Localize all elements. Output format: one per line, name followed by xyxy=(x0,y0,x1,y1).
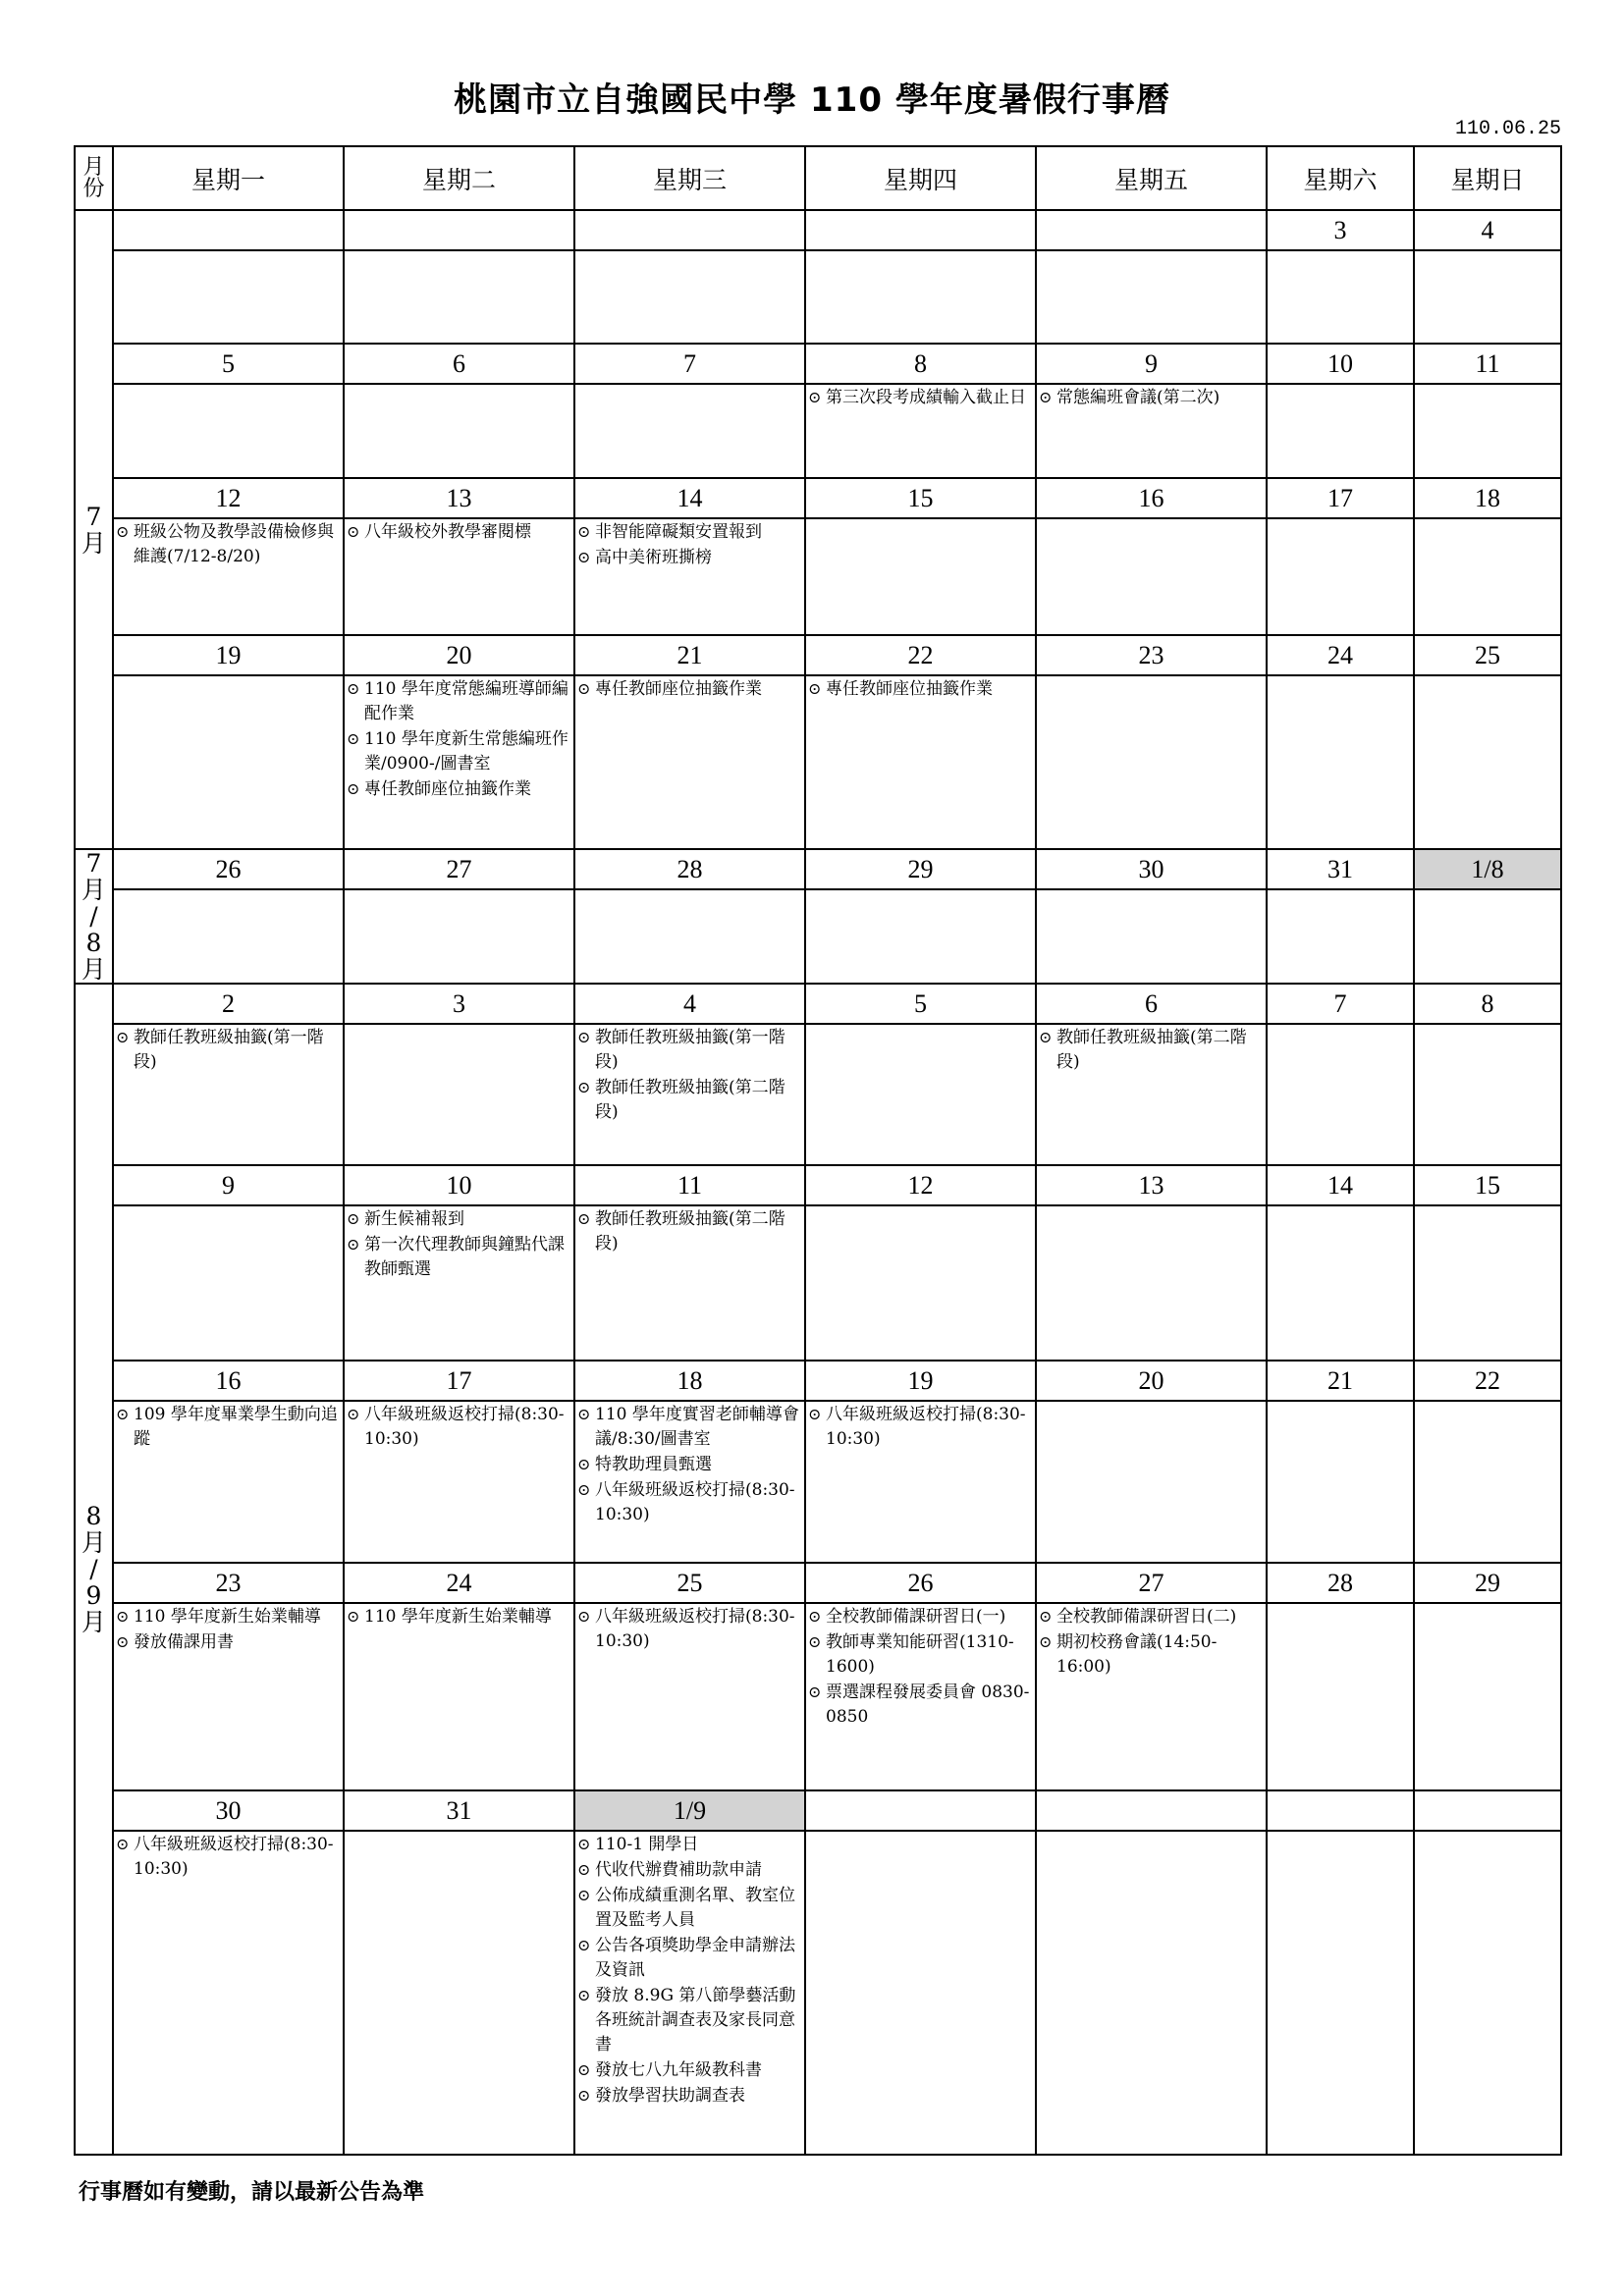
day-events xyxy=(1036,518,1267,635)
day-number: 30 xyxy=(1036,849,1267,889)
day-number: 14 xyxy=(574,478,805,518)
day-events xyxy=(574,1603,805,1790)
day-events xyxy=(805,518,1036,635)
event-item: ⊙ 教師任教班級抽籤(第二階段) xyxy=(575,1206,804,1256)
event-item: ⊙ 八年級班級返校打掃(8:30-10:30) xyxy=(575,1604,804,1654)
day-events xyxy=(1414,675,1561,849)
page-title: 桃園市立自強國民中學 110 學年度暑假行事曆 xyxy=(454,80,1170,120)
event-item: ⊙ 教師任教班級抽籤(第二階段) xyxy=(1037,1025,1266,1075)
day-events xyxy=(1267,1831,1414,2155)
calendar-grid xyxy=(74,145,1562,2156)
day-events xyxy=(1036,675,1267,849)
event-item: ⊙ 非智能障礙類安置報到 xyxy=(575,519,804,545)
day-number: 16 xyxy=(1036,478,1267,518)
date-row xyxy=(75,635,1561,675)
event-item: ⊙ 班級公物及教學設備檢修與維護(7/12-8/20) xyxy=(114,519,343,569)
month-label-text: 8 月 / 9 月 xyxy=(81,1502,106,1636)
day-number: 8 xyxy=(805,344,1036,384)
event-item: ⊙ 教師任教班級抽籤(第一階段) xyxy=(575,1025,804,1075)
day-events xyxy=(344,384,574,478)
month-label xyxy=(75,210,113,849)
day-number: 25 xyxy=(1414,635,1561,675)
day-number: 17 xyxy=(1267,478,1414,518)
day-number: 2 xyxy=(113,984,344,1024)
day-events xyxy=(805,1401,1036,1563)
day-number: 27 xyxy=(1036,1563,1267,1603)
day-events xyxy=(1036,1603,1267,1790)
day-events xyxy=(113,1831,344,2155)
event-item: ⊙ 八年級班級返校打掃(8:30-10:30) xyxy=(114,1832,343,1882)
event-item: ⊙ 專任教師座位抽籤作業 xyxy=(806,676,1035,702)
day-events xyxy=(805,1205,1036,1361)
day-events xyxy=(1036,1831,1267,2155)
weekday-header: 星期二 xyxy=(344,146,574,210)
date-row xyxy=(75,210,1561,250)
day-events xyxy=(344,1401,574,1563)
day-events xyxy=(805,384,1036,478)
day-number: 12 xyxy=(113,478,344,518)
event-row xyxy=(75,1205,1561,1361)
day-events xyxy=(344,518,574,635)
day-number: 4 xyxy=(574,984,805,1024)
event-item: ⊙ 公佈成績重測名單、教室位置及監考人員 xyxy=(575,1883,804,1933)
date-row xyxy=(75,344,1561,384)
event-row xyxy=(75,384,1561,478)
event-item: ⊙ 專任教師座位抽籤作業 xyxy=(345,776,573,802)
day-events xyxy=(1036,1024,1267,1165)
event-item: ⊙ 110 學年度新生始業輔導 xyxy=(114,1604,343,1629)
day-number: 22 xyxy=(1414,1361,1561,1401)
day-events xyxy=(1414,1401,1561,1563)
day-number: 21 xyxy=(574,635,805,675)
event-item: ⊙ 第三次段考成績輸入截止日 xyxy=(806,385,1035,410)
day-events xyxy=(805,1024,1036,1165)
day-events xyxy=(1414,1024,1561,1165)
day-events xyxy=(113,675,344,849)
event-item: ⊙ 代收代辦費補助款申請 xyxy=(575,1857,804,1883)
day-events xyxy=(574,889,805,984)
day-events xyxy=(574,675,805,849)
event-item: ⊙ 八年級班級返校打掃(8:30-10:30) xyxy=(806,1402,1035,1452)
day-events xyxy=(1036,250,1267,344)
day-number: 5 xyxy=(113,344,344,384)
day-events xyxy=(1414,889,1561,984)
day-events xyxy=(1414,1831,1561,2155)
day-events xyxy=(344,250,574,344)
event-item: ⊙ 110 學年度新生常態編班作業/0900-/圖書室 xyxy=(345,726,573,776)
event-row xyxy=(75,889,1561,984)
day-number: 12 xyxy=(805,1165,1036,1205)
day-number: 21 xyxy=(1267,1361,1414,1401)
document-date: 110.06.25 xyxy=(1454,118,1561,140)
month-header: 月份 xyxy=(75,146,113,210)
event-item: ⊙ 八年級班級返校打掃(8:30-10:30) xyxy=(345,1402,573,1452)
day-number: 15 xyxy=(805,478,1036,518)
day-events xyxy=(1036,1205,1267,1361)
event-item: ⊙ 全校教師備課研習日(二) xyxy=(1037,1604,1266,1629)
event-item: ⊙ 教師專業知能研習(1310-1600) xyxy=(806,1629,1035,1680)
event-row xyxy=(75,1831,1561,2155)
day-events xyxy=(113,250,344,344)
day-number xyxy=(1036,210,1267,250)
day-number xyxy=(344,210,574,250)
day-events xyxy=(1267,1205,1414,1361)
day-events xyxy=(344,1603,574,1790)
day-number: 24 xyxy=(344,1563,574,1603)
day-events xyxy=(1267,1603,1414,1790)
day-events xyxy=(1414,384,1561,478)
day-number: 15 xyxy=(1414,1165,1561,1205)
event-item: ⊙ 票選課程發展委員會 0830-0850 xyxy=(806,1680,1035,1730)
weekday-header: 星期六 xyxy=(1267,146,1414,210)
day-number: 13 xyxy=(1036,1165,1267,1205)
event-item: ⊙ 發放 8.9G 第八節學藝活動各班統計調查表及家長同意書 xyxy=(575,1983,804,2057)
event-row xyxy=(75,518,1561,635)
day-number: 4 xyxy=(1414,210,1561,250)
day-events xyxy=(344,1205,574,1361)
day-events xyxy=(805,1831,1036,2155)
day-events xyxy=(1267,518,1414,635)
day-number: 25 xyxy=(574,1563,805,1603)
day-number: 10 xyxy=(1267,344,1414,384)
month-label xyxy=(75,984,113,2155)
day-number: 1/8 xyxy=(1414,849,1561,889)
day-number: 26 xyxy=(113,849,344,889)
day-number: 18 xyxy=(574,1361,805,1401)
event-item: ⊙ 新生候補報到 xyxy=(345,1206,573,1232)
event-row xyxy=(75,675,1561,849)
day-events xyxy=(344,1024,574,1165)
day-events xyxy=(1414,250,1561,344)
day-events xyxy=(113,1024,344,1165)
day-events xyxy=(574,1024,805,1165)
day-events xyxy=(1036,384,1267,478)
date-row xyxy=(75,849,1561,889)
month-label-text: 7 月 xyxy=(81,502,106,558)
event-item: ⊙ 全校教師備課研習日(一) xyxy=(806,1604,1035,1629)
day-events xyxy=(1036,889,1267,984)
day-number: 9 xyxy=(113,1165,344,1205)
date-row xyxy=(75,1563,1561,1603)
event-item: ⊙ 109 學年度畢業學生動向追蹤 xyxy=(114,1402,343,1452)
event-item: ⊙ 教師任教班級抽籤(第二階段) xyxy=(575,1075,804,1125)
day-number: 23 xyxy=(1036,635,1267,675)
day-number: 26 xyxy=(805,1563,1036,1603)
day-number: 6 xyxy=(344,344,574,384)
day-number: 9 xyxy=(1036,344,1267,384)
month-label-text: 7 月 / 8 月 xyxy=(81,849,106,984)
day-events xyxy=(805,675,1036,849)
day-number: 7 xyxy=(1267,984,1414,1024)
day-number: 27 xyxy=(344,849,574,889)
event-row xyxy=(75,1401,1561,1563)
day-events xyxy=(574,1205,805,1361)
day-number xyxy=(113,210,344,250)
day-events xyxy=(344,1831,574,2155)
day-events xyxy=(1267,384,1414,478)
event-item: ⊙ 110 學年度常態編班導師編配作業 xyxy=(345,676,573,726)
day-number xyxy=(574,210,805,250)
day-events xyxy=(805,889,1036,984)
day-number xyxy=(805,1790,1036,1831)
day-number: 23 xyxy=(113,1563,344,1603)
day-events xyxy=(113,518,344,635)
day-events xyxy=(574,1831,805,2155)
event-item: ⊙ 110 學年度實習老師輔導會議/8:30/圖書室 xyxy=(575,1402,804,1452)
event-item: ⊙ 期初校務會議(14:50-16:00) xyxy=(1037,1629,1266,1680)
day-number: 28 xyxy=(574,849,805,889)
day-events xyxy=(1036,1401,1267,1563)
day-number: 5 xyxy=(805,984,1036,1024)
event-item: ⊙ 常態編班會議(第二次) xyxy=(1037,385,1266,410)
day-events xyxy=(113,384,344,478)
day-number: 11 xyxy=(574,1165,805,1205)
event-item: ⊙ 110-1 開學日 xyxy=(575,1832,804,1857)
day-number: 3 xyxy=(344,984,574,1024)
day-number: 24 xyxy=(1267,635,1414,675)
date-row xyxy=(75,478,1561,518)
day-events xyxy=(113,1603,344,1790)
day-events xyxy=(1414,1603,1561,1790)
day-number: 18 xyxy=(1414,478,1561,518)
day-number: 20 xyxy=(1036,1361,1267,1401)
event-row xyxy=(75,250,1561,344)
day-events xyxy=(1267,1401,1414,1563)
day-events xyxy=(574,384,805,478)
day-events xyxy=(1414,518,1561,635)
event-item: ⊙ 八年級校外教學審閱標 xyxy=(345,519,573,545)
day-number: 11 xyxy=(1414,344,1561,384)
day-number: 10 xyxy=(344,1165,574,1205)
day-number: 29 xyxy=(805,849,1036,889)
day-number xyxy=(1036,1790,1267,1831)
event-item: ⊙ 高中美術班撕榜 xyxy=(575,545,804,570)
weekday-header: 星期日 xyxy=(1414,146,1561,210)
day-number: 6 xyxy=(1036,984,1267,1024)
day-number: 3 xyxy=(1267,210,1414,250)
event-item: ⊙ 特教助理員甄選 xyxy=(575,1452,804,1477)
event-item: ⊙ 發放備課用書 xyxy=(114,1629,343,1655)
day-number: 31 xyxy=(1267,849,1414,889)
day-events xyxy=(113,889,344,984)
day-events xyxy=(574,518,805,635)
event-row xyxy=(75,1603,1561,1790)
day-events xyxy=(1267,250,1414,344)
day-number xyxy=(1414,1790,1561,1831)
weekday-header-row xyxy=(75,146,1561,210)
event-item: ⊙ 專任教師座位抽籤作業 xyxy=(575,676,804,702)
month-label xyxy=(75,849,113,984)
day-events xyxy=(113,1205,344,1361)
date-row xyxy=(75,1165,1561,1205)
day-number: 31 xyxy=(344,1790,574,1831)
day-number: 17 xyxy=(344,1361,574,1401)
day-number: 29 xyxy=(1414,1563,1561,1603)
day-events xyxy=(805,1603,1036,1790)
weekday-header: 星期一 xyxy=(113,146,344,210)
event-item: ⊙ 八年級班級返校打掃(8:30-10:30) xyxy=(575,1477,804,1527)
day-events xyxy=(344,889,574,984)
day-events xyxy=(805,250,1036,344)
day-number: 19 xyxy=(805,1361,1036,1401)
calendar-body xyxy=(75,210,1561,2155)
weekday-header: 星期五 xyxy=(1036,146,1267,210)
weekday-header: 星期四 xyxy=(805,146,1036,210)
day-number: 8 xyxy=(1414,984,1561,1024)
footer-note: 行事曆如有變動，請以最新公告為準 xyxy=(79,2180,425,2205)
day-events xyxy=(1414,1205,1561,1361)
event-row xyxy=(75,1024,1561,1165)
day-number xyxy=(1267,1790,1414,1831)
date-row xyxy=(75,1361,1561,1401)
day-number: 7 xyxy=(574,344,805,384)
day-events xyxy=(574,1401,805,1563)
day-events xyxy=(113,1401,344,1563)
day-number: 19 xyxy=(113,635,344,675)
day-events xyxy=(574,250,805,344)
day-events xyxy=(1267,889,1414,984)
day-number: 1/9 xyxy=(574,1790,805,1831)
day-number: 22 xyxy=(805,635,1036,675)
day-events xyxy=(1267,1024,1414,1165)
day-number: 16 xyxy=(113,1361,344,1401)
day-number: 13 xyxy=(344,478,574,518)
weekday-header: 星期三 xyxy=(574,146,805,210)
event-item: ⊙ 教師任教班級抽籤(第一階段) xyxy=(114,1025,343,1075)
day-events xyxy=(344,675,574,849)
day-number xyxy=(805,210,1036,250)
calendar-table xyxy=(74,145,1562,2156)
day-number: 14 xyxy=(1267,1165,1414,1205)
event-item: ⊙ 第一次代理教師與鐘點代課教師甄選 xyxy=(345,1232,573,1282)
event-item: ⊙ 發放七八九年級教科書 xyxy=(575,2057,804,2083)
event-item: ⊙ 發放學習扶助調查表 xyxy=(575,2083,804,2109)
day-number: 28 xyxy=(1267,1563,1414,1603)
event-item: ⊙ 公告各項獎助學金申請辦法及資訊 xyxy=(575,1933,804,1983)
day-number: 30 xyxy=(113,1790,344,1831)
date-row xyxy=(75,1790,1561,1831)
day-events xyxy=(1267,675,1414,849)
event-item: ⊙ 110 學年度新生始業輔導 xyxy=(345,1604,573,1629)
day-number: 20 xyxy=(344,635,574,675)
date-row xyxy=(75,984,1561,1024)
